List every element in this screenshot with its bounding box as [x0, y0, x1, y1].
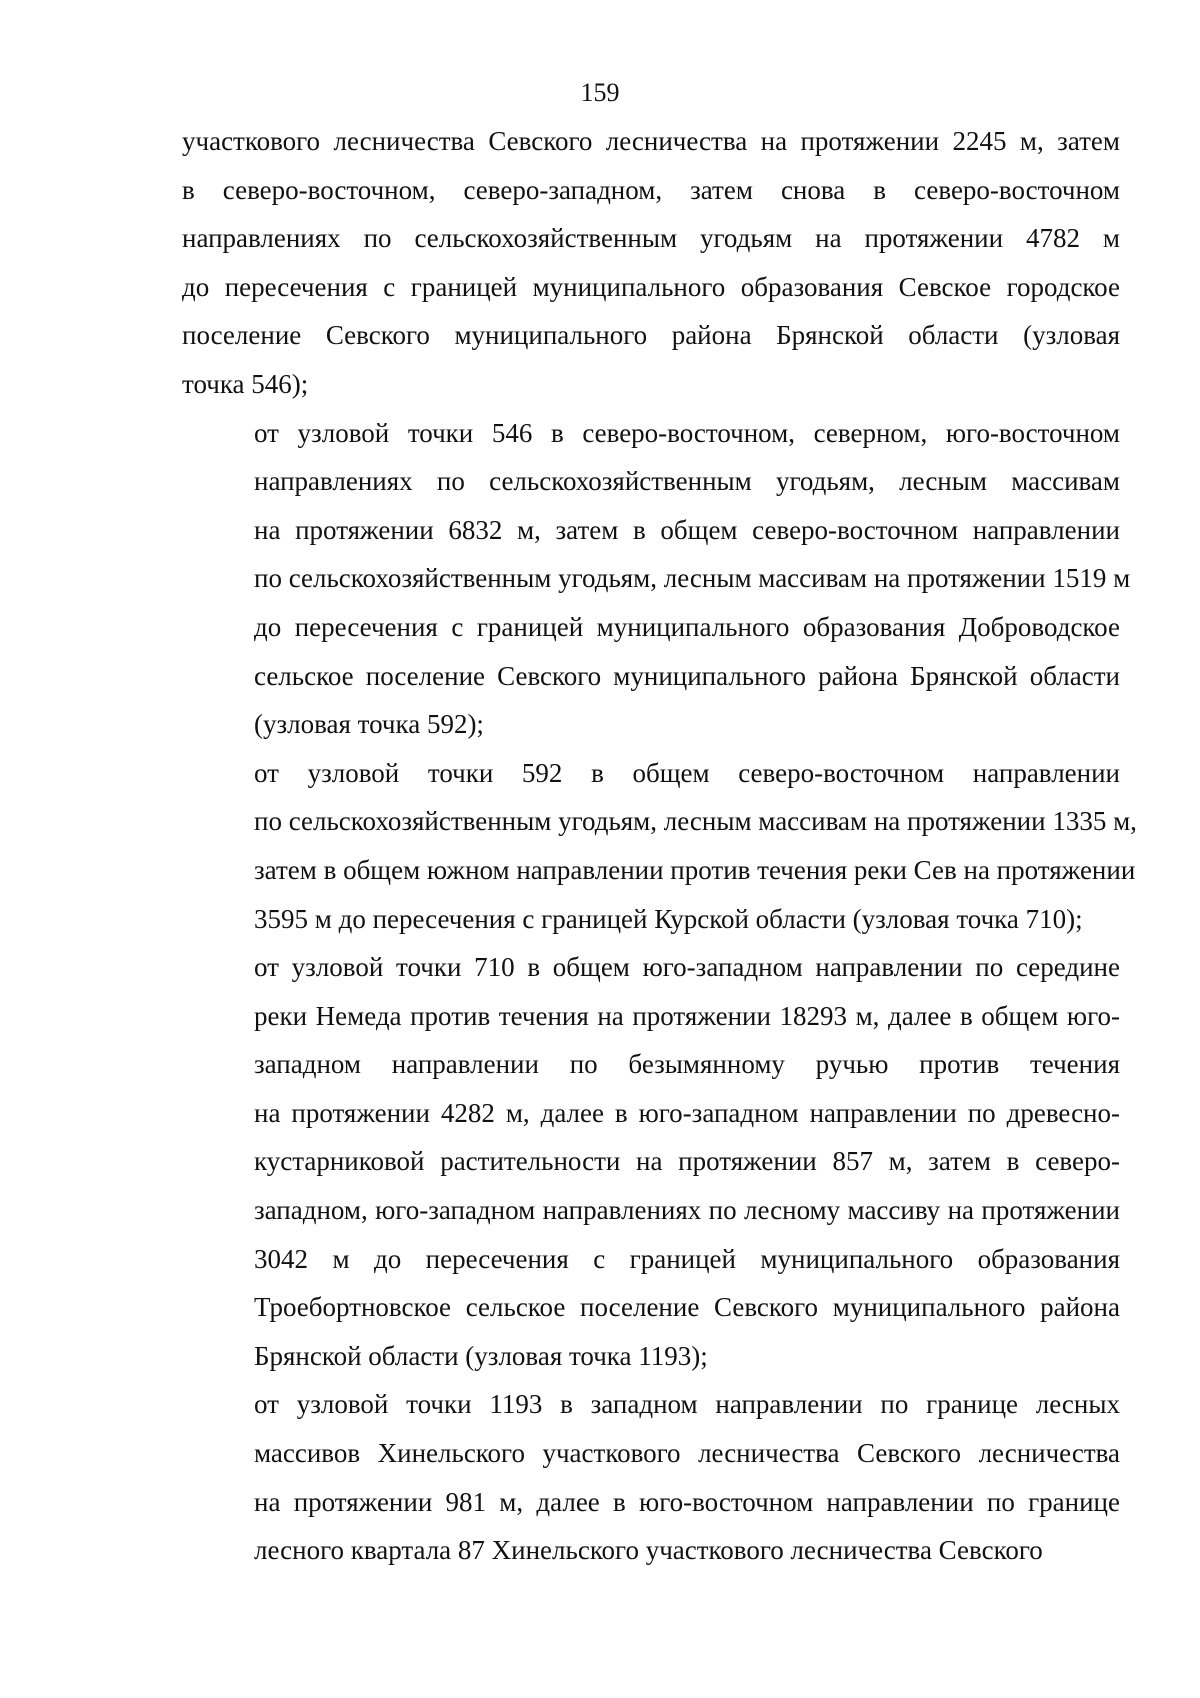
text-line: затем в общем южном направлении против течения реки Сев на протяжении	[254, 854, 1136, 885]
text-line: лесного квартала 87 Хинельского участкового лесничества Севского	[254, 1535, 1043, 1566]
document-body	[182, 117, 1137, 1575]
text-line: западном, юго-западном направлениях по лесному массиву на протяжении	[254, 1195, 1120, 1226]
text-line: 3042 м до пересечения с границей муниципального образования	[254, 1243, 1120, 1274]
text-line: сельское поселение Севского муниципального района Брянской области	[254, 660, 1120, 691]
text-line: участкового лесничества Севского лесничества на протяжении 2245 м, затем	[182, 126, 1120, 156]
text-line: на протяжении 4282 м, далее в юго-западном направлении по древесно-	[254, 1097, 1120, 1128]
text-line: западном направлении по безымянному ручью против течения	[254, 1049, 1120, 1080]
text-line: в северо-восточном, северо-западном, затем снова в северо-восточном	[182, 174, 1120, 205]
text-line: Троебортновское сельское поселение Севского муниципального района	[254, 1292, 1120, 1323]
text-line: Брянской области (узловая точка 1193);	[254, 1340, 708, 1371]
text-line: на протяжении 981 м, далее в юго-восточном направлении по границе	[254, 1486, 1120, 1517]
text-line: (узловая точка 592);	[254, 709, 484, 740]
text-line: кустарниковой растительности на протяжении 857 м, затем в северо-	[254, 1146, 1120, 1177]
text-line: направлениях по сельскохозяйственным угодьям, лесным массивам	[254, 466, 1120, 497]
paragraph	[182, 409, 1131, 749]
text-line: от узловой точки 592 в общем северо-восточном направлении	[254, 757, 1120, 788]
page-number: 159	[580, 78, 620, 107]
text-line: поселение Севского муниципального района Брянской области (узловая	[182, 320, 1120, 351]
text-line: 3595 м до пересечения с границей Курской области (узловая точка 710);	[254, 903, 1083, 934]
paragraph	[182, 943, 1120, 1380]
text-line: по сельскохозяйственным угодьям, лесным массивам на протяжении 1335 м,	[254, 806, 1137, 837]
text-line: от узловой точки 546 в северо-восточном, северном, юго-восточном	[254, 417, 1120, 448]
text-line: от узловой точки 710 в общем юго-западном направлении по середине	[254, 952, 1120, 983]
paragraph	[182, 117, 1120, 409]
text-line: на протяжении 6832 м, затем в общем северо-восточном направлении	[254, 514, 1120, 545]
text-line: до пересечения с границей муниципального образования Доброводское	[254, 611, 1120, 642]
text-line: точка 546);	[182, 368, 309, 399]
text-line: от узловой точки 1193 в западном направлении по границе лесных	[254, 1389, 1120, 1420]
text-line: массивов Хинельского участкового лесничества Севского лесничества	[254, 1438, 1120, 1469]
paragraph	[182, 749, 1137, 943]
text-line: направлениях по сельскохозяйственным угодьям на протяжении 4782 м	[182, 223, 1120, 254]
text-line: до пересечения с границей муниципального образования Севское городское	[182, 271, 1120, 302]
text-line: по сельскохозяйственным угодьям, лесным массивам на протяжении 1519 м	[254, 563, 1131, 594]
paragraph	[182, 1380, 1120, 1574]
text-line: реки Немеда против течения на протяжении 18293 м, далее в общем юго-	[254, 1000, 1120, 1031]
